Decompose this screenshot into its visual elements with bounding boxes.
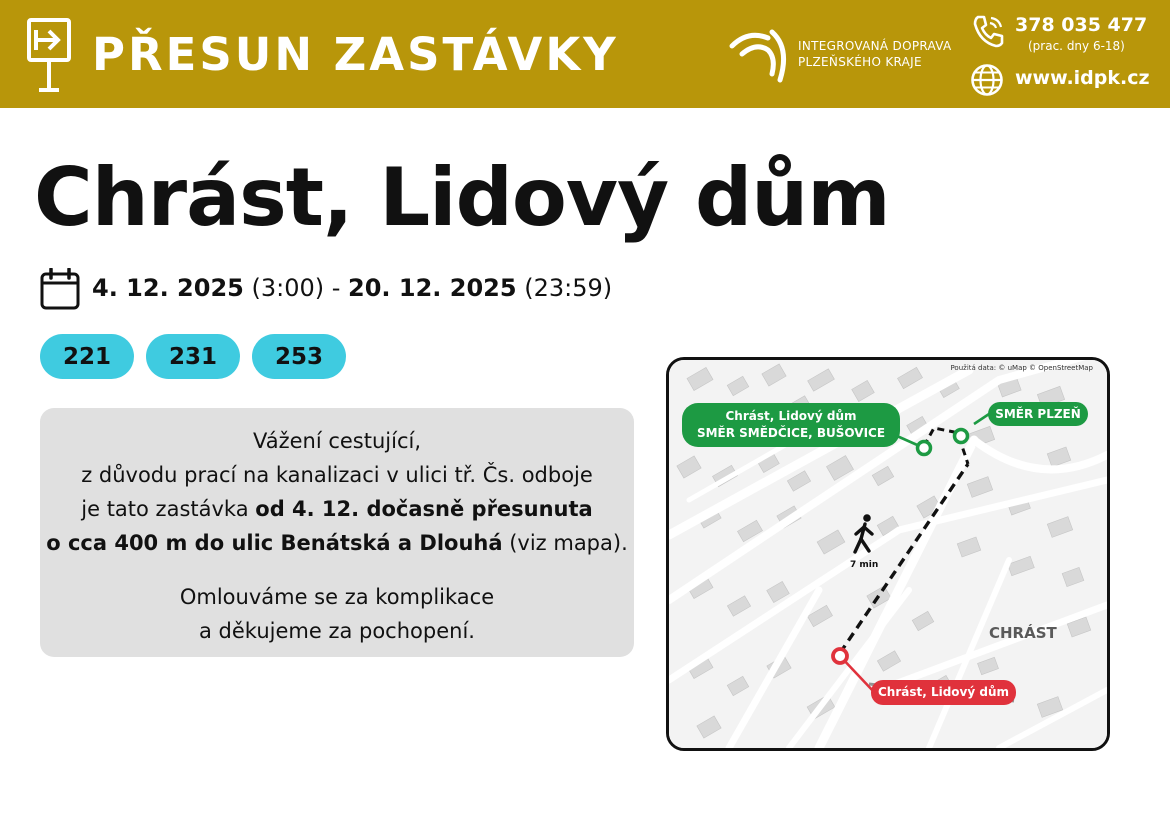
date-separator: -: [324, 274, 349, 302]
page-heading: PŘESUN ZASTÁVKY: [92, 28, 619, 81]
temporary-stop-label: [682, 403, 900, 447]
notice-greeting: Vážení cestující,: [252, 429, 422, 453]
route-badge: 253: [252, 334, 346, 379]
notice-text: (viz mapa).: [502, 531, 628, 555]
header-bar: [0, 0, 1170, 108]
route-badge: 231: [146, 334, 240, 379]
notice-text: je tato zastávka: [81, 497, 256, 521]
stop-name: Chrást, Lidový dům: [34, 151, 890, 244]
notice-highlight: o cca 400 m do ulic Benátská a Dlouhá: [46, 531, 503, 555]
route-badge: 221: [40, 334, 134, 379]
temporary-stop-name: Chrást, Lidový dům: [725, 409, 857, 423]
idpk-logo-icon: [728, 24, 788, 84]
phone-number: 378 035 477: [1015, 14, 1148, 36]
notice-highlight: od 4. 12. dočasně přesunuta: [255, 497, 593, 521]
organization-name: [798, 38, 952, 70]
from-date: 4. 12. 2025: [92, 274, 244, 302]
organization-name-line1: INTEGROVANÁ DOPRAVA: [798, 39, 952, 53]
phone-hours: (prac. dny 6-18): [1028, 39, 1125, 53]
notice-reason: z důvodu prací na kanalizaci v ulici tř. Čs. odboje: [81, 463, 593, 487]
notice-thanks: a děkujeme za pochopení.: [199, 619, 475, 643]
notice-apology: Omlouváme se za komplikace: [179, 585, 495, 609]
cancelled-stop-label: Chrást, Lidový dům: [871, 680, 1016, 705]
signpost-arrow-icon: [27, 18, 71, 94]
phone-icon: [972, 14, 1004, 48]
location-map: [666, 357, 1110, 751]
walking-time: 7 min: [850, 560, 879, 570]
from-time: (3:00): [251, 274, 325, 302]
organization-name-line2: PLZEŇSKÉHO KRAJE: [798, 55, 922, 69]
direction-plzen-label: SMĚR PLZEŇ: [988, 402, 1088, 426]
to-time: (23:59): [524, 274, 613, 302]
calendar-icon: [40, 268, 80, 310]
globe-icon: [970, 63, 1004, 97]
temporary-stop-direction: SMĚR SMĚDČICE, BUŠOVICE: [696, 426, 886, 440]
town-label: CHRÁST: [989, 624, 1057, 642]
map-attribution: Použitá data: © uMap © OpenStreetMap: [950, 364, 1093, 372]
validity-period: [92, 274, 612, 302]
notice-box: [40, 408, 634, 657]
to-date: 20. 12. 2025: [348, 274, 517, 302]
website-link[interactable]: www.idpk.cz: [1015, 67, 1150, 89]
route-list: [40, 334, 346, 379]
